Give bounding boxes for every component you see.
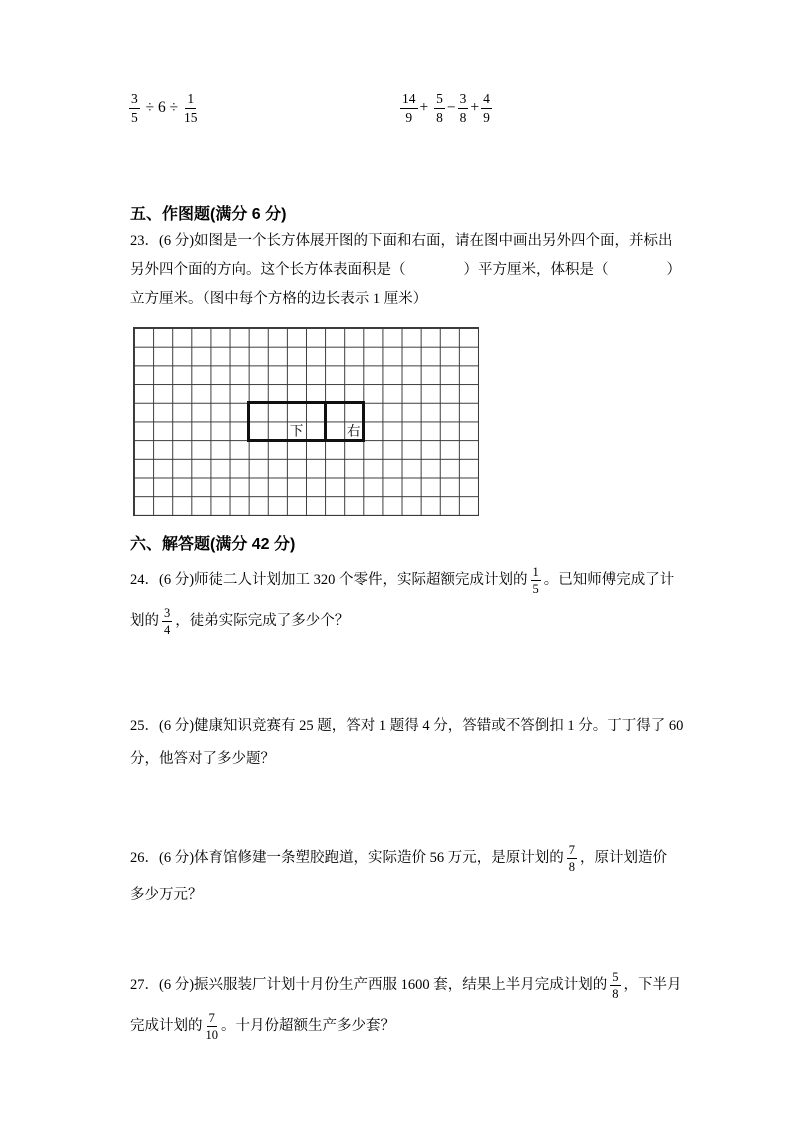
fraction-numerator: 1 bbox=[531, 565, 541, 581]
unfold-drawing-grid bbox=[133, 327, 479, 516]
text-segment: ，下半月 bbox=[623, 977, 682, 994]
fraction bbox=[610, 970, 620, 1002]
fraction-numerator: 3 bbox=[162, 606, 172, 622]
section6-heading: 六、解答题(满分 42 分) bbox=[130, 536, 296, 553]
question-27-line-1 bbox=[130, 965, 682, 1006]
fraction bbox=[458, 91, 469, 125]
text-segment: 24．(6 分)师徒二人计划加工 320 个零件，实际超额完成计划的 bbox=[130, 572, 528, 589]
fraction bbox=[481, 91, 492, 125]
text-segment: ，原计划造价 bbox=[580, 850, 668, 867]
text-segment: 27．(6 分)振兴服装厂计划十月份生产西服 1600 套，结果上半月完成计划的 bbox=[130, 977, 608, 994]
fraction-denominator: 5 bbox=[532, 582, 539, 596]
fraction-denominator: 8 bbox=[612, 987, 619, 1001]
fraction bbox=[567, 843, 577, 875]
text-segment: 分，他答对了多少题？ bbox=[130, 751, 275, 768]
question-23-line-1: 23．(6 分)如图是一个长方体展开图的下面和右面，请在图中画出另外四个面，并标出 bbox=[130, 233, 673, 250]
text-segment: ，徒弟实际完成了多少个？ bbox=[175, 613, 350, 630]
question-23-line-3: 立方厘米。（图中每个方格的边长表示 1 厘米） bbox=[130, 291, 428, 308]
text-segment: + bbox=[419, 99, 433, 116]
question-23-line-2: 另外四个面的方向。这个长方体表面积是（ ）平方厘米，体积是（ ） bbox=[130, 262, 681, 279]
question-26-line-2 bbox=[130, 879, 667, 912]
fraction-numerator: 1 bbox=[185, 91, 196, 109]
face-label: 下 bbox=[289, 423, 304, 439]
text-segment: 多少万元？ bbox=[130, 887, 203, 904]
fraction-denominator: 15 bbox=[184, 109, 198, 125]
fraction bbox=[162, 606, 172, 638]
fraction-denominator: 4 bbox=[164, 623, 171, 637]
question-23 bbox=[130, 227, 681, 314]
faces-divider bbox=[324, 401, 327, 442]
fraction bbox=[531, 565, 541, 597]
fraction-numerator: 14 bbox=[400, 91, 418, 109]
fraction-numerator: 7 bbox=[567, 843, 577, 859]
math-expression-left bbox=[127, 88, 200, 128]
text-segment: − bbox=[446, 99, 456, 116]
fraction-denominator: 10 bbox=[205, 1028, 218, 1042]
fraction bbox=[184, 91, 198, 125]
question-24-line-2 bbox=[130, 601, 674, 642]
fraction-numerator: 3 bbox=[129, 91, 140, 109]
text-segment: 划的 bbox=[130, 613, 159, 630]
section5-heading: 五、作图题(满分 6 分) bbox=[130, 206, 287, 223]
fraction-denominator: 9 bbox=[483, 109, 490, 125]
fraction-denominator: 5 bbox=[131, 109, 138, 125]
fraction-numerator: 4 bbox=[481, 91, 492, 109]
fraction-numerator: 3 bbox=[458, 91, 469, 109]
question-26-line-1 bbox=[130, 838, 667, 879]
face-label: 右 bbox=[347, 423, 361, 439]
fraction bbox=[129, 91, 140, 125]
fraction bbox=[206, 1011, 219, 1043]
math-expression-right bbox=[398, 88, 494, 128]
fraction-denominator: 8 bbox=[568, 860, 576, 874]
question-25-line-2 bbox=[130, 743, 683, 776]
question-25-line-1 bbox=[130, 710, 683, 743]
fraction-numerator: 7 bbox=[207, 1011, 217, 1027]
fraction-denominator: 9 bbox=[405, 109, 413, 125]
question-25 bbox=[130, 710, 683, 776]
fraction-numerator: 5 bbox=[434, 91, 445, 109]
question-24-line-1 bbox=[130, 560, 674, 601]
text-segment: 。十月份超额生产多少套？ bbox=[221, 1018, 395, 1035]
question-24 bbox=[130, 560, 674, 642]
text-segment: 完成计划的 bbox=[130, 1018, 203, 1035]
text-segment: ÷ 6 ÷ bbox=[141, 99, 183, 116]
fraction-numerator: 5 bbox=[610, 970, 620, 986]
fraction-denominator: 8 bbox=[436, 109, 443, 125]
question-26 bbox=[130, 838, 667, 912]
text-segment: 26．(6 分)体育馆修建一条塑胶跑道，实际造价 56 万元，是原计划的 bbox=[130, 850, 564, 867]
question-27-line-2 bbox=[130, 1006, 682, 1047]
text-segment: 25．(6 分)健康知识竞赛有 25 题，答对 1 题得 4 分，答错或不答倒扣 1 分。丁丁得了 60 bbox=[130, 718, 684, 735]
fraction-denominator: 8 bbox=[459, 109, 467, 125]
text-segment: + bbox=[470, 99, 480, 116]
fraction bbox=[434, 91, 445, 125]
text-segment: 。已知师傅完成了计 bbox=[543, 572, 675, 589]
fraction bbox=[400, 91, 418, 125]
question-27 bbox=[130, 965, 682, 1047]
